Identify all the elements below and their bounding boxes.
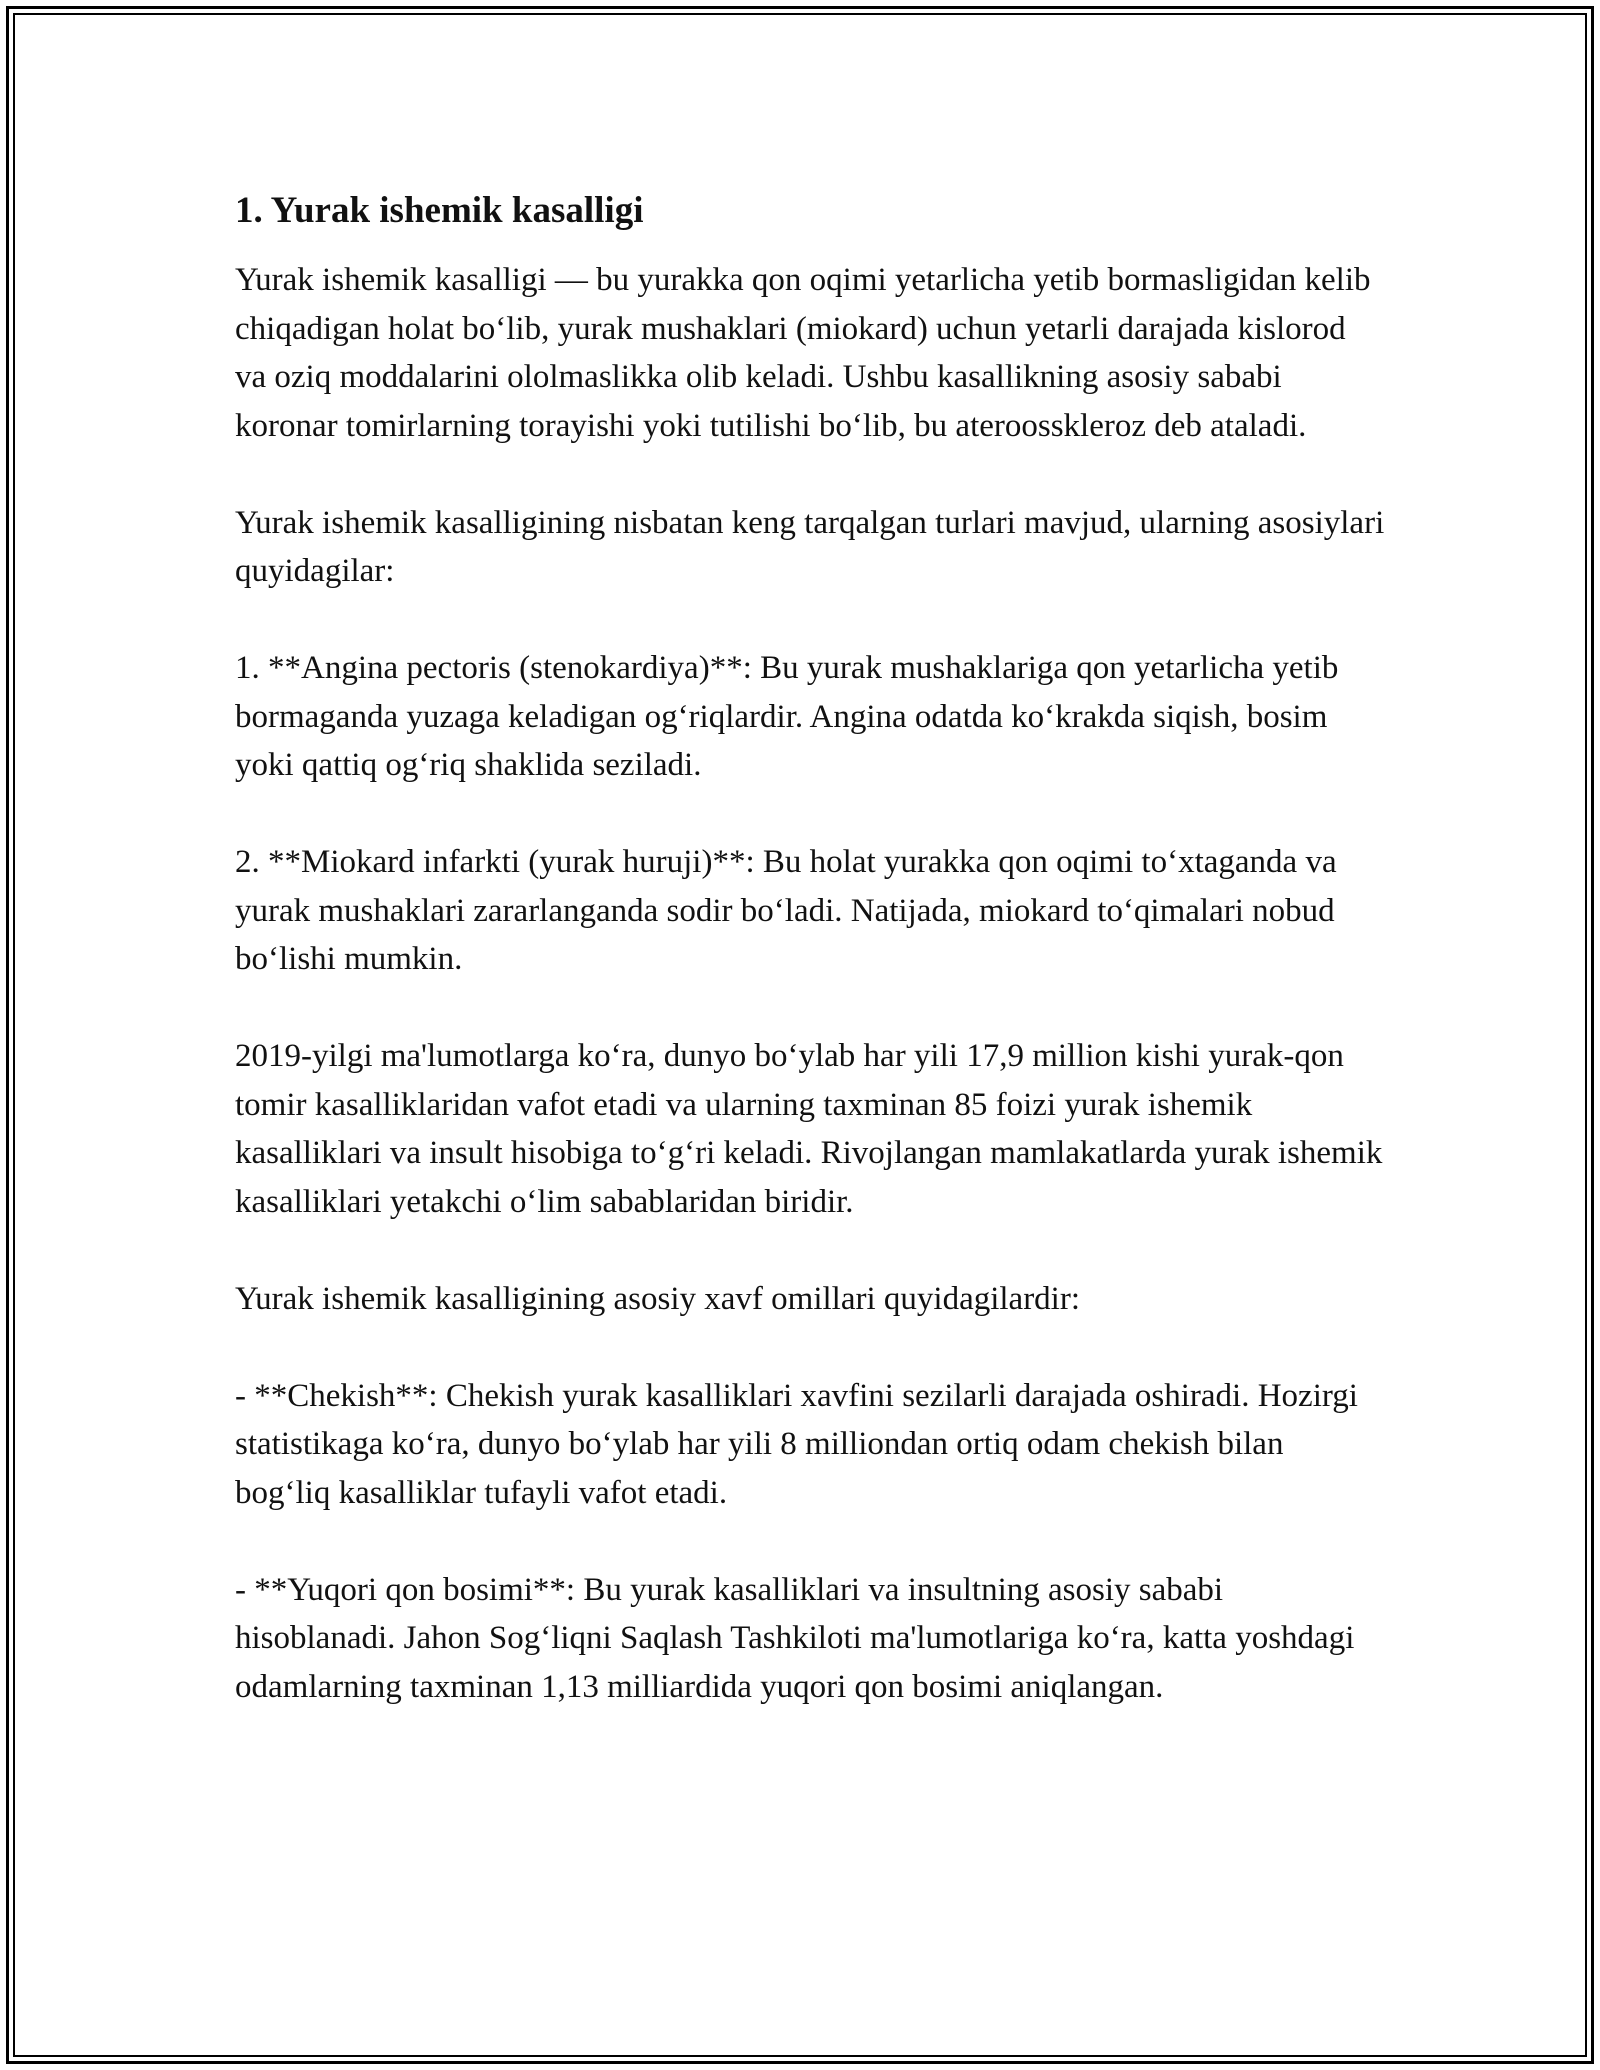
paragraph-intro: Yurak ishemik kasalligi — bu yurakka qon oqimi yetarlicha yetib bormasligidan kelib chiqadigan holat bo‘lib, yurak mushaklari (miokard) uchun yetarli darajada kislorod va oziq moddalarini ololmaslikka olib keladi. Ushbu kasallikning asosiy sababi koronar tomirlarning torayishi yoki tutilishi bo‘lib, bu ateroosskleroz deb ataladi. [235, 262, 1371, 444]
paragraph-smoking: - **Chekish**: Chekish yurak kasalliklari xavfini sezilarli darajada oshiradi. Hozirgi statistikaga ko‘ra, dunyo bo‘ylab har yili 8 milliondan ortiq odam chekish bilan bog‘liq kasalliklar tufayli vafot etadi. [235, 1377, 1358, 1511]
section-heading: 1. Yurak ishemik kasalligi [235, 190, 644, 231]
paragraph-risk-factors-intro: Yurak ishemik kasalligining asosiy xavf omillari quyidagilardir: [235, 1280, 1081, 1317]
paragraph-types-intro: Yurak ishemik kasalligining nisbatan keng tarqalgan turlari mavjud, ularning asosiylari quyidagilar: [235, 504, 1385, 589]
paragraph-angina: 1. **Angina pectoris (stenokardiya)**: Bu yurak mushaklariga qon yetarlicha yetib bormaganda yuzaga keladigan og‘riqlardir. Angina odatda ko‘krakda siqish, bosim yoki qattiq og‘riq shaklida seziladi. [235, 650, 1339, 783]
document-body [235, 186, 1385, 1760]
paragraph-blood-pressure: - **Yuqori qon bosimi**: Bu yurak kasalliklari va insultning asosiy sababi hisoblanadi. Jahon Sog‘liqni Saqlash Tashkiloti ma'lumotlariga ko‘ra, katta yoshdagi odamlarning taxminan 1,13 milliardida yuqori qon bosimi aniqlangan. [235, 1571, 1355, 1705]
paragraph-statistics: 2019-yilgi ma'lumotlarga ko‘ra, dunyo bo‘ylab har yili 17,9 million kishi yurak-qon tomir kasalliklaridan vafot etadi va ularning taxminan 85 foizi yurak ishemik kasalliklari va insult hisobiga to‘g‘ri keladi. Rivojlangan mamlakatlarda yurak ishemik kasalliklari yetakchi o‘lim sabablaridan biridir. [235, 1038, 1383, 1220]
paragraph-infarction: 2. **Miokard infarkti (yurak huruji)**: Bu holat yurakka qon oqimi to‘xtaganda va yurak mushaklari zararlanganda sodir bo‘ladi. Natijada, miokard to‘qimalari nobud bo‘lishi mumkin. [235, 844, 1337, 977]
